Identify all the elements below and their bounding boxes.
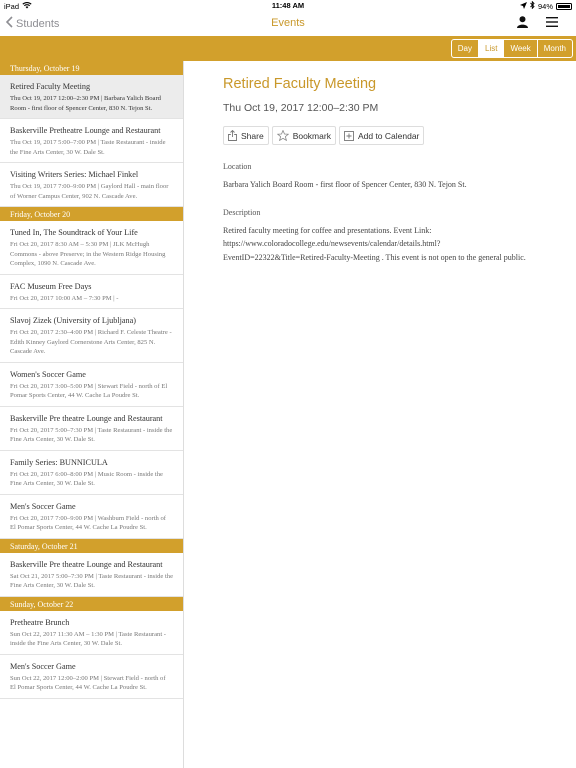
event-item-detail: Thu Oct 19, 2017 12:00–2:30 PM | Barbara Yalich Board Room - first floor of Spencer Center, 830 N. Tejon St.	[10, 95, 161, 112]
event-item-title: FAC Museum Free Days	[10, 281, 92, 291]
view-option-week[interactable]: Week	[504, 40, 537, 57]
page-title: Events	[271, 17, 305, 29]
event-actions	[223, 126, 576, 145]
event-list-item[interactable]	[0, 309, 183, 363]
event-item-title: Family Series: BUNNICULA	[10, 457, 108, 467]
event-list-item[interactable]	[0, 407, 183, 451]
view-mode-control	[451, 39, 573, 58]
event-item-title: Tuned In, The Soundtrack of Your Life	[10, 228, 138, 237]
day-header: Friday, October 20	[0, 207, 183, 221]
event-list-item[interactable]	[0, 363, 183, 407]
event-item-title: Men's Soccer Game	[10, 501, 76, 511]
bookmark-button[interactable]	[272, 126, 336, 145]
event-list-item[interactable]	[0, 75, 183, 119]
description-text: Retired faculty meeting for coffee and presentations. Event Link: https://www.coloradocollege.edu/newsevents/calendar/details.html?EventID=22322&Title=Retired-Faculty-Meeting . This event is not open to the general public.	[223, 225, 526, 262]
event-detail	[185, 61, 576, 768]
event-item-title: Baskerville Pre theatre Lounge and Restaurant	[10, 559, 163, 569]
bookmark-label: Bookmark	[292, 130, 331, 141]
description-label: Description	[223, 207, 261, 217]
add-to-calendar-button[interactable]	[339, 126, 424, 145]
view-option-month[interactable]: Month	[543, 44, 566, 53]
event-item-title: Baskerville Pre theatre Lounge and Restaurant	[10, 413, 163, 423]
event-item-title: Retired Faculty Meeting	[10, 82, 91, 91]
location-text: Barbara Yalich Board Room - first floor of Spencer Center, 830 N. Tejon St.	[223, 180, 467, 189]
event-item-title: Baskerville Pretheatre Lounge and Restaurant	[10, 126, 161, 135]
status-time: 11:48 AM	[271, 1, 305, 10]
calendar-add-icon	[344, 131, 354, 141]
view-option-day[interactable]: Day	[452, 40, 479, 57]
event-datetime: Thu Oct 19, 2017 12:00–2:30 PM	[223, 102, 379, 114]
event-list-item[interactable]	[0, 451, 183, 495]
back-label: Students	[16, 17, 60, 30]
location-label: Location	[223, 162, 252, 171]
event-list-item[interactable]	[0, 221, 183, 275]
status-bar	[0, 0, 576, 12]
status-right	[520, 1, 572, 11]
share-label: Share	[241, 130, 264, 141]
event-item-detail: Fri Oct 20, 2017 2:30–4:00 PM | Richard F. Celeste Theatre - Edith Kinney Gaylord Cornerstone Arts Center, 825 N. Cascade Ave.	[10, 329, 172, 355]
view-option-list[interactable]: List	[479, 40, 504, 57]
day-header: Saturday, October 21	[0, 539, 183, 553]
add-to-calendar-label: Add to Calendar	[357, 130, 420, 141]
event-item-detail: Sat Oct 21, 2017 5:00–7:30 PM | Taste Restaurant - inside the Fine Arts Center, 30 W. Dale St.	[10, 572, 173, 589]
location-arrow-icon	[520, 2, 527, 11]
event-item-detail: Thu Oct 19, 2017 7:00–9:00 PM | Gaylord Hall - main floor of Worner Campus Center, 902 N. Cascade Ave.	[10, 183, 169, 200]
star-icon	[277, 130, 289, 141]
event-item-title: Men's Soccer Game	[10, 661, 76, 671]
menu-icon[interactable]	[546, 17, 558, 27]
nav-bar	[0, 12, 576, 36]
event-item-detail: Fri Oct 20, 2017 7:00–9:00 PM | Washburn Field - north of El Pomar Sports Center, 44 W. Cache La Poudre St.	[10, 514, 166, 531]
event-list-item[interactable]	[0, 275, 183, 310]
event-item-title: Women's Soccer Game	[10, 369, 86, 379]
event-item-detail: Fri Oct 20, 2017 10:00 AM – 7:30 PM | -	[10, 294, 119, 302]
user-icon[interactable]	[517, 16, 528, 28]
event-item-title: Visiting Writers Series: Michael Finkel	[10, 170, 139, 179]
event-item-detail: Sun Oct 22, 2017 12:00–2:00 PM | Stewart Field - north of El Pomar Sports Center, 44 W. Cache La Poudre St.	[10, 674, 166, 691]
event-title: Retired Faculty Meeting	[223, 76, 377, 92]
event-list[interactable]	[0, 61, 184, 768]
share-button[interactable]	[223, 126, 269, 145]
event-list-item[interactable]	[0, 655, 183, 699]
event-item-detail: Sun Oct 22, 2017 11:30 AM – 1:30 PM | Taste Restaurant - inside the Fine Arts Center, 30 W. Dale St.	[10, 630, 166, 647]
day-header: Sunday, October 22	[0, 597, 183, 611]
event-item-detail: Thu Oct 19, 2017 5:00–7:00 PM | Taste Restaurant - inside the Fine Arts Center, 30 W. Dale St.	[10, 139, 166, 156]
event-item-detail: Fri Oct 20, 2017 8:30 AM – 5:30 PM | JLK McHugh Commons - above Preserve; in the Western Ridge Housing Complex, 1090 N. Cascade Ave.	[10, 241, 166, 267]
event-list-item[interactable]	[0, 163, 183, 207]
event-list-item[interactable]	[0, 611, 183, 655]
event-list-item[interactable]	[0, 119, 183, 163]
event-item-detail: Fri Oct 20, 2017 3:00–5:00 PM | Stewart Field - north of El Pomar Sports Center, 44 W. Cache La Poudre St.	[10, 382, 168, 399]
event-list-item[interactable]	[0, 495, 183, 539]
battery-percent: 94%	[537, 1, 553, 11]
event-item-detail: Fri Oct 20, 2017 6:00–8:00 PM | Music Room - inside the Fine Arts Center, 30 W. Dale St.	[10, 470, 163, 487]
event-item-title: Slavoj Zizek (University of Ljubljana)	[10, 316, 136, 325]
battery-icon	[556, 3, 572, 10]
event-item-detail: Fri Oct 20, 2017 5:00–7:30 PM | Taste Restaurant - inside the Fine Arts Center, 30 W. Dale St.	[10, 426, 173, 443]
event-list-item[interactable]	[0, 553, 183, 597]
nav-icons	[517, 16, 558, 28]
day-header: Thursday, October 19	[0, 61, 183, 75]
view-toolbar	[0, 36, 576, 61]
share-icon	[228, 130, 237, 141]
event-item-title: Pretheatre Brunch	[10, 617, 70, 627]
device-name: iPad	[4, 1, 20, 11]
bluetooth-icon	[530, 1, 535, 11]
